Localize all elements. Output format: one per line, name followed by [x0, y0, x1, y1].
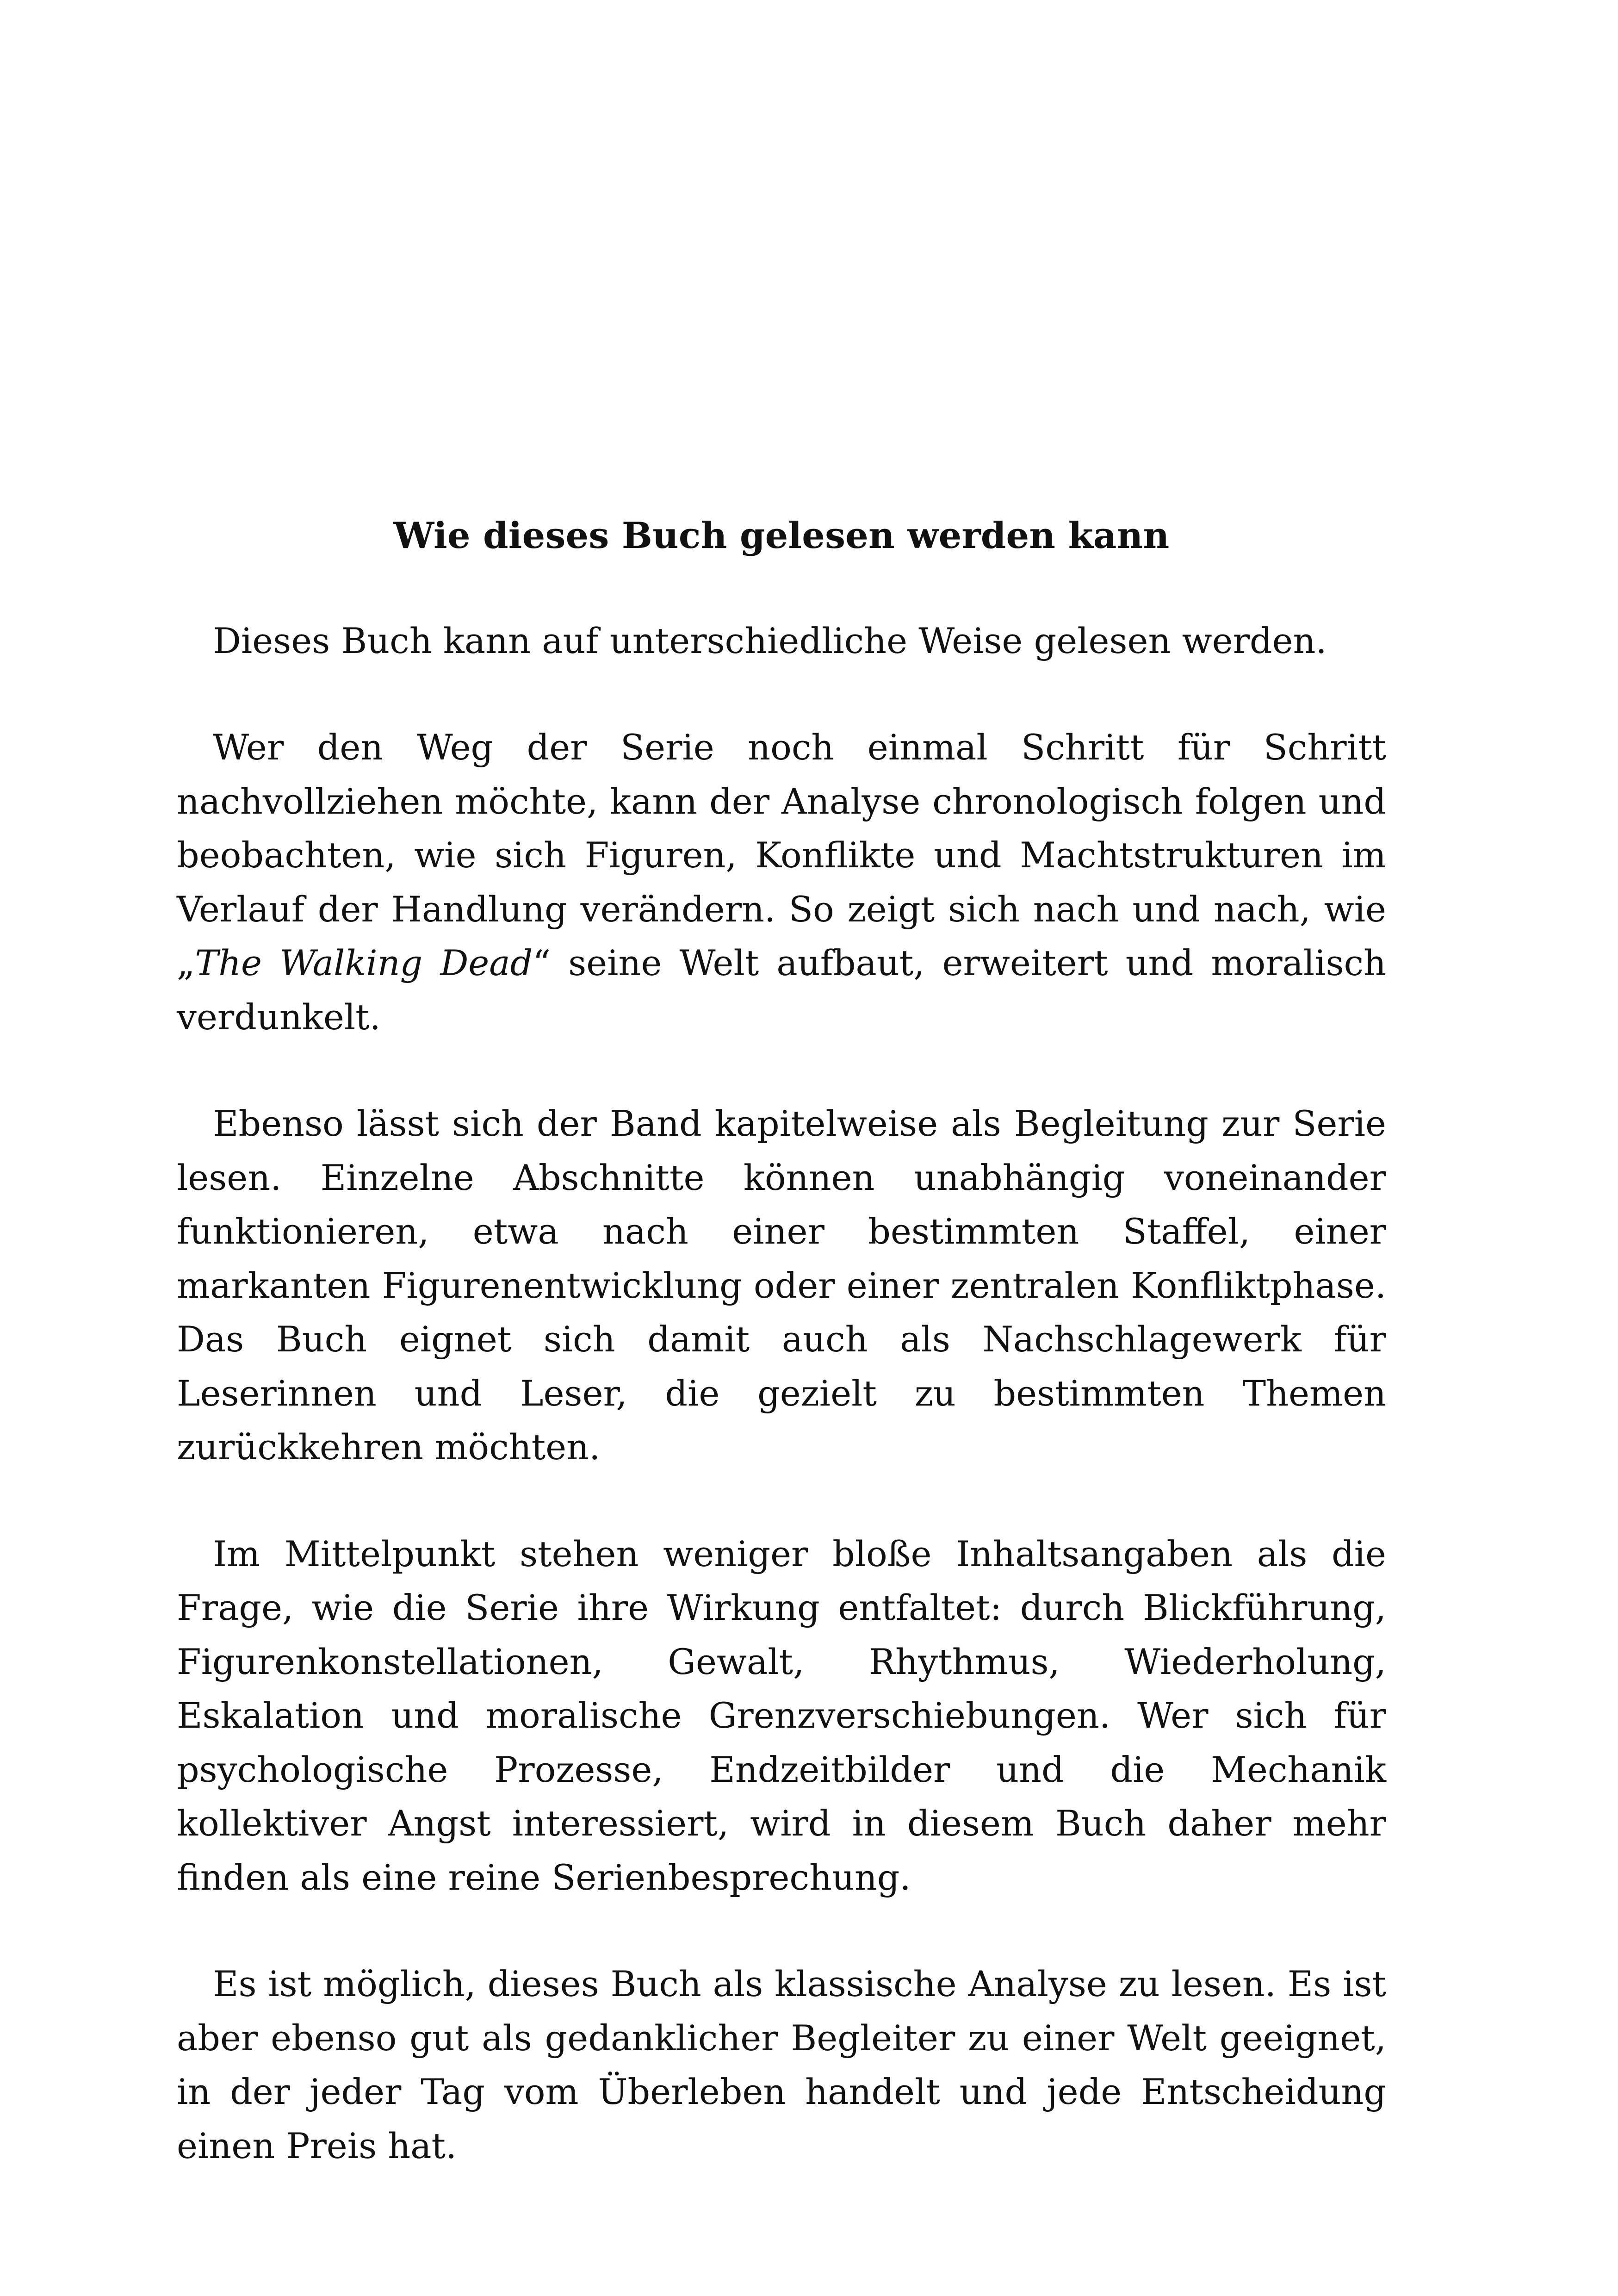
paragraph-chronological-reading-ending: “ seine Welt aufbaut, erweitert und moralisch verdunkelt. [177, 942, 1386, 1038]
paragraph-analysis-focus: Im Mittelpunkt stehen weniger bloße Inhaltsangaben als die Frage, wie die Serie ihre Wirkung entfaltet: durch Blickführung, Figurenkonstellationen, Gewalt, Rhythmus, Wiederholung, Eskalation und moralische Grenzverschiebungen. Wer sich für psychologische Prozesse, Endzeitbilder und die Mechanik kollektiver Angst interessiert, wird in diesem Buch daher mehr finden als eine reine Serienbesprechung. [177, 1533, 1386, 1898]
paragraph-chronological-reading [177, 721, 1386, 1044]
paragraph-reading-options: Dieses Buch kann auf unterschiedliche Weise gelesen werden. [213, 620, 1327, 661]
series-title: The Walking Dead [195, 942, 533, 983]
chapter-title: Wie dieses Buch gelesen werden kann [393, 515, 1170, 557]
paragraph-chapter-reading: Ebenso lässt sich der Band kapitelweise als Begleitung zur Serie lesen. Einzelne Abschnitte können unabhängig voneinander funktionieren, etwa nach einer bestimmten Staffel, einer markanten Figurenentwicklung oder einer zentralen Konfliktphase. Das Buch eignet sich damit auch als Nachschlagewerk für Leserinnen und Leser, die gezielt zu bestimmten Themen zurückkehren möchten. [177, 1103, 1386, 1468]
paragraph-classic-analysis: Es ist möglich, dieses Buch als klassische Analyse zu lesen. Es ist aber ebenso gut als gedanklicher Begleiter zu einer Welt geeignet, in der jeder Tag vom Überleben handelt und jede Entscheidung einen Preis hat. [177, 1963, 1386, 2166]
paragraph-chronological-reading-text: Wer den Weg der Serie noch einmal Schritt für Schritt nachvollziehen möchte, kann der Analyse chronologisch folgen und beobachten, wie sich Figuren, Konflikte und Machtstrukturen im Verlauf der Handlung verändern. So zeigt sich nach und nach, wie „ [177, 727, 1386, 983]
chapter-content [177, 509, 1386, 2173]
